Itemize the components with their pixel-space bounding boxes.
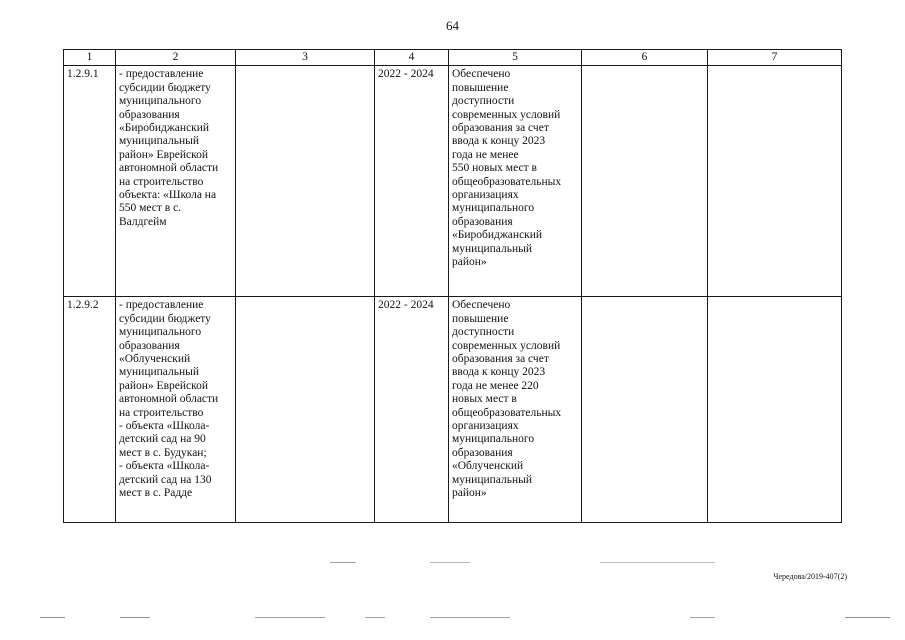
scan-artifact-line — [845, 617, 890, 618]
text-line: 550 мест в с. — [119, 202, 182, 215]
row-period: 2022 - 2024 — [375, 66, 449, 297]
text-line: года не менее 220 — [452, 379, 539, 392]
text-line: на строительство — [119, 406, 204, 419]
column-header-1: 1 — [64, 50, 116, 66]
scan-artifact-line — [430, 617, 510, 618]
text-line: муниципальный — [452, 242, 533, 255]
text-line: образования за счет — [452, 353, 549, 366]
scan-artifact-line — [690, 617, 715, 618]
text-line: район» Еврейской — [119, 379, 209, 392]
text-line: муниципального — [119, 95, 202, 108]
row-col7 — [708, 297, 842, 523]
text-line: район» — [452, 256, 487, 269]
column-header-3: 3 — [236, 50, 375, 66]
text-line: организациях — [452, 420, 519, 433]
text-line: образования — [119, 339, 180, 352]
text-line: организациях — [452, 189, 519, 202]
text-line: доступности — [452, 95, 515, 108]
text-line: Обеспечено — [452, 299, 511, 312]
text-line: повышение — [452, 312, 509, 325]
scan-artifact-line — [430, 562, 470, 563]
table-row — [64, 297, 842, 523]
scan-artifact-line — [365, 617, 385, 618]
row-result — [449, 297, 582, 523]
text-line: детский сад на 130 — [119, 473, 212, 486]
column-header-2: 2 — [116, 50, 236, 66]
scan-artifact-line — [255, 617, 325, 618]
scan-artifact-line — [330, 562, 356, 563]
text-line: современных условий — [452, 108, 561, 121]
text-line: образования — [452, 215, 513, 228]
row-description — [116, 66, 236, 297]
column-header-4: 4 — [375, 50, 449, 66]
text-line: общеобразовательных — [452, 406, 562, 419]
text-line: современных условий — [452, 339, 561, 352]
row-col3 — [236, 297, 375, 523]
text-line: «Облученский — [452, 460, 524, 473]
text-line: район» — [452, 487, 487, 500]
text-line: Валдгейм — [119, 215, 167, 228]
row-col6 — [582, 297, 708, 523]
text-line: автономной области — [119, 393, 219, 406]
text-line: ввода к концу 2023 — [452, 366, 546, 379]
text-line: образования — [452, 446, 513, 459]
text-line: доступности — [452, 326, 515, 339]
row-description — [116, 297, 236, 523]
row-code: 1.2.9.2 — [64, 297, 116, 523]
row-period: 2022 - 2024 — [375, 297, 449, 523]
text-line: 550 новых мест в — [452, 162, 537, 175]
text-line: муниципальный — [452, 473, 533, 486]
text-line: мест в с. Будукан; — [119, 446, 207, 459]
text-line: «Биробиджанский — [119, 122, 210, 135]
text-line: общеобразовательных — [452, 175, 562, 188]
text-line: - предоставление — [119, 299, 204, 312]
text-line: муниципального — [119, 326, 202, 339]
text-line: - объекта «Школа- — [119, 420, 210, 433]
text-line: Обеспечено — [452, 68, 511, 81]
scan-artifact-line — [120, 617, 150, 618]
text-line: - объекта «Школа- — [119, 460, 210, 473]
text-line: года не менее — [452, 148, 519, 161]
header-row — [64, 50, 842, 66]
text-line: муниципального — [452, 202, 535, 215]
text-line: муниципальный — [119, 366, 200, 379]
text-line: ввода к концу 2023 — [452, 135, 546, 148]
row-result — [449, 66, 582, 297]
scan-artifact-line — [600, 562, 715, 563]
scan-artifact-line — [40, 617, 65, 618]
text-line: - предоставление — [119, 68, 204, 81]
text-line: район» Еврейской — [119, 148, 209, 161]
text-line: детский сад на 90 — [119, 433, 206, 446]
column-header-7: 7 — [708, 50, 842, 66]
table-row — [64, 66, 842, 297]
plan-table — [63, 49, 842, 523]
text-line: образования — [119, 108, 180, 121]
text-line: образования за счет — [452, 122, 549, 135]
row-col3 — [236, 66, 375, 297]
row-col6 — [582, 66, 708, 297]
document-reference: Чередова/2019-407(2) — [773, 572, 847, 581]
text-line: мест в с. Радде — [119, 487, 193, 500]
text-line: субсидии бюджету — [119, 81, 211, 94]
text-line: на строительство — [119, 175, 204, 188]
row-col7 — [708, 66, 842, 297]
column-header-5: 5 — [449, 50, 582, 66]
text-line: муниципального — [452, 433, 535, 446]
row-code: 1.2.9.1 — [64, 66, 116, 297]
text-line: автономной области — [119, 162, 219, 175]
page-number: 64 — [446, 18, 459, 33]
text-line: «Облученский — [119, 353, 191, 366]
text-line: новых мест в — [452, 393, 517, 406]
text-line: повышение — [452, 81, 509, 94]
text-line: «Биробиджанский — [452, 229, 543, 242]
text-line: субсидии бюджету — [119, 312, 211, 325]
text-line: объекта: «Школа на — [119, 189, 217, 202]
text-line: муниципальный — [119, 135, 200, 148]
column-header-6: 6 — [582, 50, 708, 66]
